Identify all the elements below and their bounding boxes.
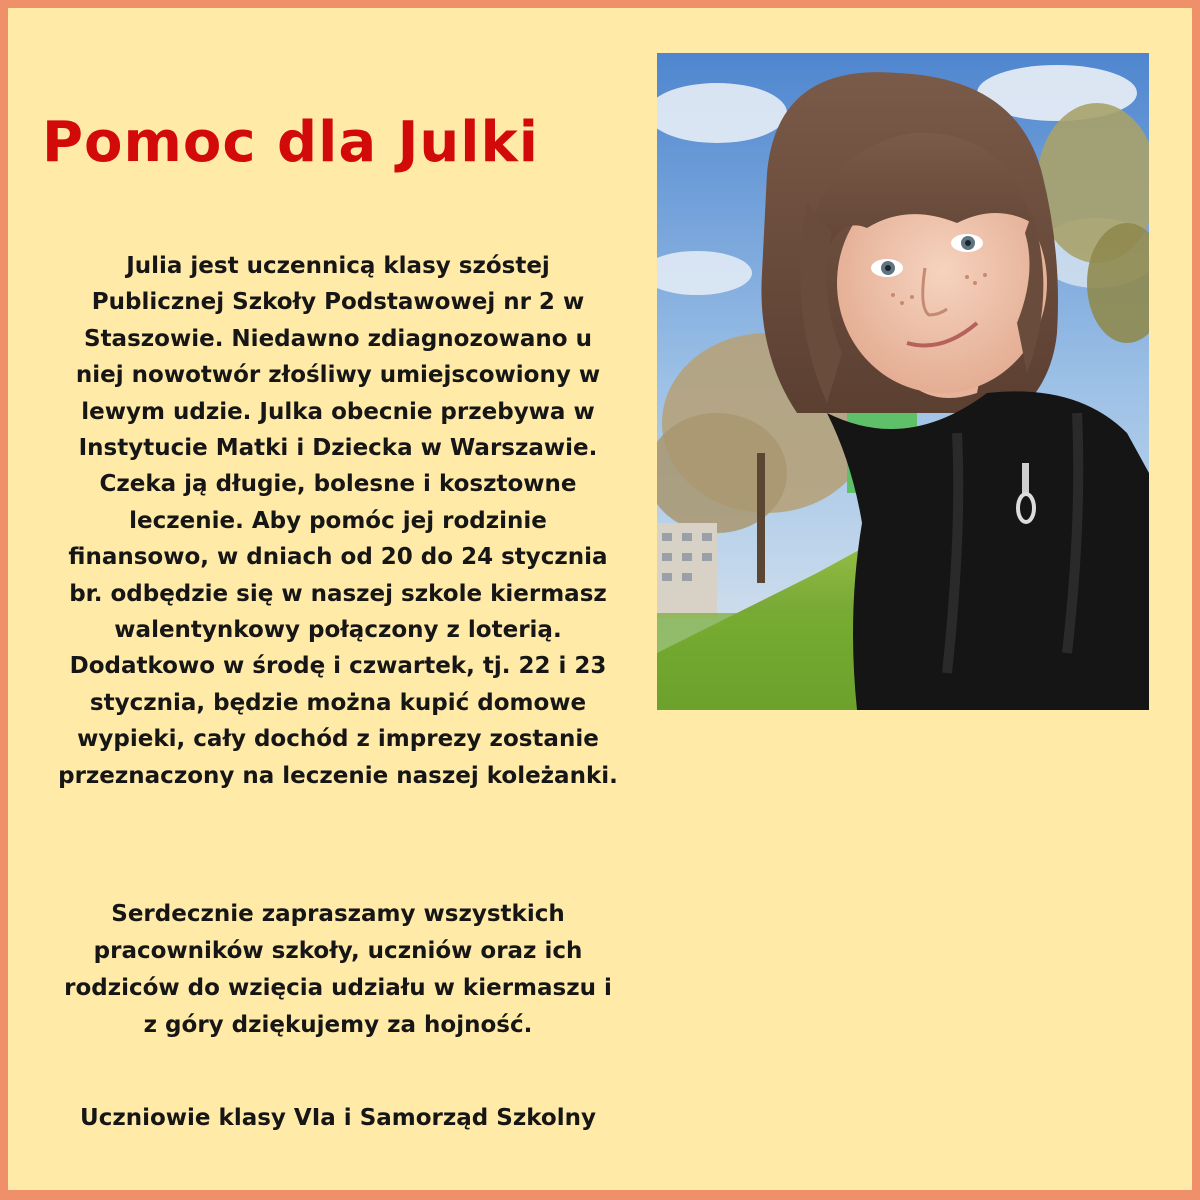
story-line: Czeka ją długie, bolesne i kosztowne: [99, 471, 577, 498]
story-line: Instytucie Matki i Dziecka w Warszawie.: [78, 435, 598, 462]
story-line: Publicznej Szkoły Podstawowej nr 2 w: [91, 289, 585, 316]
invitation-line: z góry dziękujemy za hojność.: [143, 1012, 533, 1038]
portrait-photo-icon: [657, 53, 1149, 710]
story-line: Dodatkowo w środę i czwartek, tj. 22 i 23: [69, 653, 607, 680]
invitation-line: rodziców do wzięcia udziału w kiermaszu i: [64, 975, 612, 1001]
poster-title: Pomoc dla Julki: [42, 110, 539, 175]
invitation-line: pracowników szkoły, uczniów oraz ich: [93, 938, 583, 964]
story-line: leczenie. Aby pomóc jej rodzinie: [129, 507, 547, 534]
story-line: Staszowie. Niedawno zdiagnozowano u: [84, 325, 592, 352]
story-line: niej nowotwór złośliwy umiejscowiony w: [75, 362, 601, 389]
story-line: stycznia, będzie można kupić domowe: [89, 689, 587, 716]
story-line: walentynkowy połączony z loterią.: [114, 617, 562, 644]
story-text: [8, 248, 668, 794]
story-line: br. odbędzie się w naszej szkole kiermasz: [69, 580, 607, 607]
signature: Uczniowie klasy VIa i Samorząd Szkolny: [80, 1105, 596, 1131]
invitation-line: Serdecznie zapraszamy wszystkich: [111, 901, 565, 927]
story-line: przeznaczony na leczenie naszej koleżanki.: [58, 762, 618, 789]
story-line: finansowo, w dniach od 20 do 24 stycznia: [68, 544, 608, 571]
portrait-illustration: [657, 53, 1149, 710]
story-line: wypieki, cały dochód z imprezy zostanie: [77, 726, 599, 753]
invitation-text: [8, 896, 668, 1044]
story-line: lewym udzie. Julka obecnie przebywa w: [81, 398, 595, 425]
story-line: Julia jest uczennicą klasy szóstej: [126, 253, 550, 279]
